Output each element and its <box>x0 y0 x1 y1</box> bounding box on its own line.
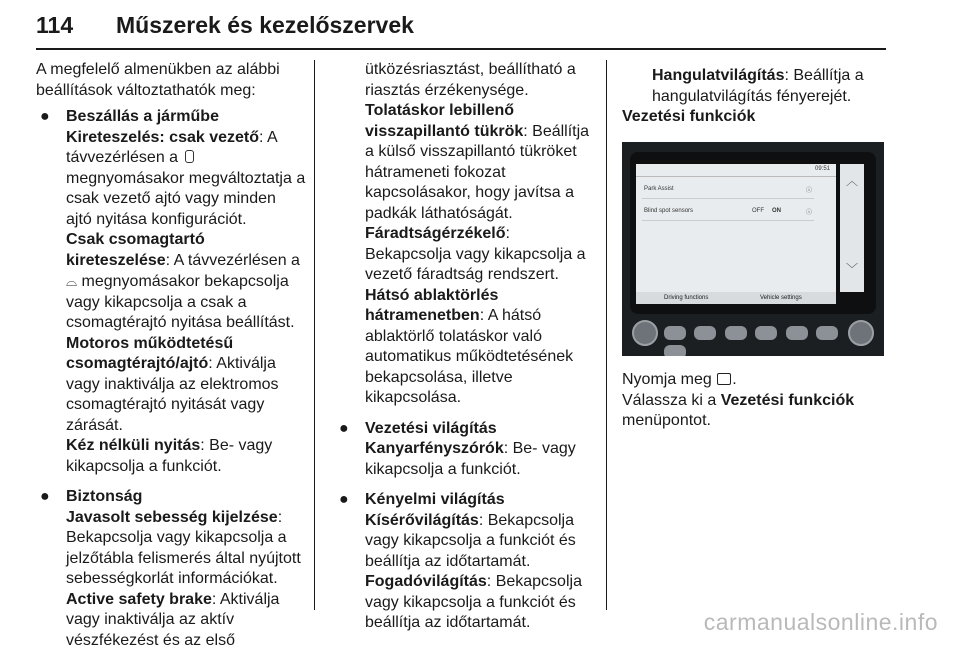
scroll-panel <box>840 164 864 292</box>
setting-text: : Bekapcsolja vagy kikapcsolja a vezető fáradtság rendszert. <box>365 225 586 283</box>
screen-tabs <box>636 292 836 304</box>
toggle-on-label: ON <box>772 208 781 214</box>
control-button <box>816 326 838 340</box>
bullet: ● <box>339 419 349 440</box>
setting-term: Javasolt sebesség kijelzése <box>66 509 278 526</box>
menu-row-label: Blind spot sensors <box>644 208 693 214</box>
continued-text: ütközésriasztást, beállítható a riasztás érzékenysége. <box>365 60 597 101</box>
item-title: Beszállás a járműbe <box>66 107 306 128</box>
setting-text: : A távvezérlésen a <box>66 129 277 167</box>
setting-desc <box>365 572 597 634</box>
setting-text: megnyomásakor bekapcsolja vagy kikapcsolja a csak a csomagtérajtó nyitása beállítást. <box>66 273 295 331</box>
setting-term: Tolatáskor lebillenő visszapillantó tükrök <box>365 102 523 140</box>
setting-text: : Be- vagy kikapcsolja a funkciót. <box>365 440 576 478</box>
chevron-down-icon: ﹀ <box>846 260 858 277</box>
toggle-off-label: OFF <box>752 208 764 214</box>
continued-block <box>335 60 597 409</box>
control-button <box>694 326 716 340</box>
column-1 <box>36 60 306 651</box>
setting-term: Motoros működtetésű csomagtérajtó/ajtó <box>66 335 233 373</box>
remote-lock-icon <box>185 150 194 163</box>
setting-desc <box>66 230 306 334</box>
setting-desc <box>66 128 306 231</box>
instruction-text <box>622 391 892 432</box>
menu-term: Vezetési funkciók <box>721 392 854 409</box>
column-divider <box>314 60 315 610</box>
control-button <box>755 326 777 340</box>
instruction-pre: Nyomja meg <box>622 371 712 388</box>
control-buttons <box>662 326 852 348</box>
setting-text: : A távvezérlésen a <box>166 252 300 269</box>
control-button <box>664 326 686 340</box>
setting-term: Kanyarfényszórók <box>365 440 504 457</box>
watermark: carmanualsonline.info <box>704 609 938 636</box>
setting-text: : Bekapcsolja vagy kikapcsolja a funkciót és beállítja az időtartamát. <box>365 573 582 631</box>
bullet: ● <box>40 487 50 508</box>
setting-term: Active safety brake <box>66 591 212 608</box>
list-item <box>36 107 306 477</box>
control-button <box>664 345 686 356</box>
setting-term: Fáradtságérzékelő <box>365 225 506 242</box>
setting-desc <box>365 224 597 286</box>
control-button <box>786 326 808 340</box>
setting-term: Kéz nélküli nyitás <box>66 437 200 454</box>
continued-block <box>622 66 892 107</box>
setting-term: Csak csomagtartó kireteszelése <box>66 231 205 269</box>
list-item <box>335 490 597 634</box>
item-title: Kényelmi világítás <box>365 490 597 511</box>
setting-text: : Beállítja a külső visszapillantó tükröket hátrameneti fokozat kapcsolásakor, hogy javítsa a padkák láthatóságát. <box>365 123 589 222</box>
control-button <box>725 326 747 340</box>
setting-term: Fogadóvilágítás <box>365 573 487 590</box>
column-3 <box>622 60 892 128</box>
instruction-post: . <box>732 371 736 388</box>
setting-term: Hátsó ablaktörlés hátramenetben <box>365 287 498 325</box>
info-icon: ⓘ <box>806 185 812 194</box>
page-number: 114 <box>36 12 73 39</box>
intro-text: A megfelelő almenükben az alábbi beállítások változtathatók meg: <box>36 60 306 101</box>
setting-desc <box>652 66 892 107</box>
setting-desc <box>66 334 306 437</box>
item-title: Biztonság <box>66 487 306 508</box>
bullet: ● <box>40 107 50 128</box>
list-item <box>36 487 306 651</box>
instruction-pre: Válassza ki a <box>622 392 716 409</box>
list-item <box>335 419 597 481</box>
clock: 09:51 <box>815 166 830 172</box>
status-bar <box>636 164 836 177</box>
setting-text: : Bekapcsolja vagy kikapcsolja a jelzőtábla felismerés által nyújtott sebességkorlát információkat. <box>66 509 301 588</box>
setting-term: Hangulatvilágítás <box>652 67 784 84</box>
setting-text: : Aktiválja vagy inaktiválja az elektromos csomagtérajtó nyitását vagy zárását. <box>66 355 279 434</box>
header-rule <box>36 48 886 50</box>
setting-text: : Be- vagy kikapcsolja a funkciót. <box>66 437 272 475</box>
setting-desc <box>365 101 597 224</box>
column-2 <box>335 60 597 634</box>
column-divider <box>606 60 607 610</box>
item-title: Vezetési világítás <box>365 419 597 440</box>
bullet: ● <box>339 490 349 511</box>
column-3-lower <box>622 370 892 432</box>
setting-desc <box>365 439 597 480</box>
info-icon: ⓘ <box>806 207 812 216</box>
infotainment-photo <box>622 142 884 356</box>
section-heading: Vezetési funkciók <box>622 107 892 128</box>
touchscreen <box>636 164 836 292</box>
tab-driving-functions: Driving functions <box>664 295 708 301</box>
menu-row-label: Park Assist <box>644 186 674 192</box>
chevron-up-icon: ︿ <box>846 172 858 189</box>
menu-row <box>642 182 814 199</box>
setting-text: : A hátsó ablaktörlő tolatáskor való automatikus működtetésének bekapcsolása, illetve kikapcsolása. <box>365 307 573 406</box>
menu-row <box>642 204 814 221</box>
instruction-text <box>622 370 892 391</box>
setting-desc <box>365 286 597 409</box>
setting-term: Kísérővilágítás <box>365 512 479 529</box>
setting-text: : Bekapcsolja vagy kikapcsolja a funkciót és beállítja az időtartamát. <box>365 512 576 570</box>
setting-desc <box>66 508 306 590</box>
tab-vehicle-settings: Vehicle settings <box>760 295 802 301</box>
setting-text: : Aktiválja vagy inaktiválja az aktív vészfékezést és az első <box>66 591 279 649</box>
setting-text: megnyomásakor megváltoztatja a csak vezető ajtó vagy minden ajtó nyitása konfigurációt. <box>66 170 305 228</box>
volume-knob <box>632 320 658 346</box>
setting-term: Kireteszelés: csak vezető <box>66 129 259 146</box>
page-header <box>36 6 886 46</box>
setting-desc <box>66 436 306 477</box>
vehicle-menu-icon <box>717 373 731 385</box>
instruction-post: menüpontot. <box>622 412 711 429</box>
tailgate-icon: ⌓ <box>66 271 77 292</box>
running-title: Műszerek és kezelőszervek <box>116 12 414 39</box>
setting-text: : Beállítja a hangulatvilágítás fényerejét. <box>652 67 864 105</box>
setting-desc <box>365 511 597 573</box>
